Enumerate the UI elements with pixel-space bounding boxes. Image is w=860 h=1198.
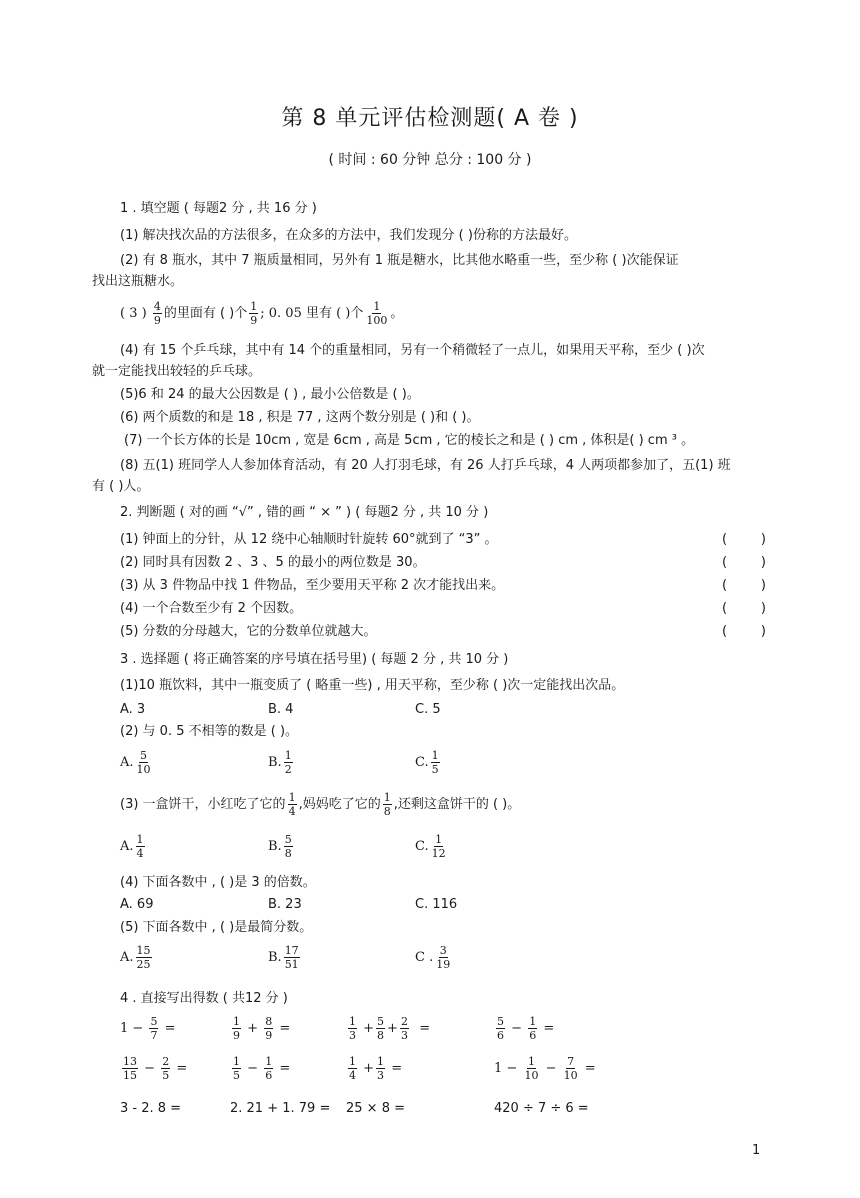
s1-q8-line1: (8) 五(1) 班同学人人参加体育活动，有 20 人打羽毛球，有 26 人打乒乓球，4 人两项都参加了，五(1) 班 [120,458,731,473]
s1-q4-line2: 就一定能找出较轻的乒乓球。 [92,364,262,379]
s3-q5-option-a[interactable]: A. $\frac{15}{25}$ [120,944,151,971]
s3-q3: (3) 一盒饼干，小红吃了它的 $\frac{1}{4}$ ,妈妈吃了它的 $\frac{1}{8}$ ,还剩这盒饼干的 ( )。 [120,791,521,818]
fraction: $\frac{1}{9}$ [250,300,258,327]
page-number: 1 [752,1143,761,1158]
s3-q4: (4) 下面各数中 , ( )是 3 的倍数。 [120,875,316,890]
section2-header: 2. 判断题 ( 对的画 “√” , 错的画 “ × ” ) ( 每题2 分 , 共 10 分 ) [120,505,489,520]
answer-parens[interactable]: ( ) [722,601,766,616]
fraction: $\frac{1}{4}$ [288,791,296,818]
s1-q3: ( 3 ) $\frac{4}{9}$ 的里面有 ( )个 $\frac{1}{9}$ ; 0. 05 里有 ( )个 $\frac{1}{100}$ 。 [120,300,404,327]
s1-q3-number: ( 3 ) [120,306,147,321]
s3-q5: (5) 下面各数中 , ( )是最简分数。 [120,920,313,935]
s2-item-3: (3) 从 3 件物品中找 1 件物品，至少要用天平称 2 次才能找出来。 [120,578,505,593]
calc-item: 420 ÷ 7 ÷ 6 = [494,1101,589,1116]
s3-q1-option-c[interactable]: C. 5 [415,702,441,717]
s1-q7: (7) 一个长方体的长是 10cm , 宽是 6cm , 高是 5cm , 它的棱长之和是 ( ) cm , 体积是( ) cm ³ 。 [124,433,695,448]
s3-q5-option-c[interactable]: C . $\frac{3}{19}$ [415,944,451,971]
calc-item: $\frac{1}{4}$ + $\frac{1}{3}$ = [349,1055,403,1082]
s3-q1-option-a[interactable]: A. 3 [120,702,146,717]
s1-q4-line1: (4) 有 15 个乒乓球，其中有 14 个的重量相同，另有一个稍微轻了一点儿，如果用天平称，至少 ( )次 [120,343,705,358]
calc-item: 1 − $\frac{5}{7}$ = [120,1015,176,1042]
section4-header: 4 . 直接写出得数 ( 共12 分 ) [120,991,288,1006]
s3-q2-option-a[interactable]: A. $\frac{5}{10}$ [120,749,151,776]
s2-item-2: (2) 同时具有因数 2 、3 、5 的最小的两位数是 30。 [120,555,426,570]
section3-header: 3 . 选择题 ( 将正确答案的序号填在括号里) ( 每题 2 分 , 共 10 分 ) [120,652,509,667]
answer-parens[interactable]: ( ) [722,578,766,593]
s3-q2: (2) 与 0. 5 不相等的数是 ( )。 [120,724,299,739]
s3-q4-option-a[interactable]: A. 69 [120,897,154,912]
s2-item-5: (5) 分数的分母越大，它的分数单位就越大。 [120,624,377,639]
calc-item: $\frac{1}{9}$ + $\frac{8}{9}$ = [233,1015,291,1042]
s1-q5: (5)6 和 24 的最大公因数是 ( ) , 最小公倍数是 ( )。 [120,387,420,402]
page-title: 第 8 单元评估检测题( A 卷 ) [281,106,579,131]
s3-q1-option-b[interactable]: B. 4 [268,702,294,717]
s3-q3-option-b[interactable]: B. $\frac{5}{8}$ [268,833,292,860]
s3-q2-option-b[interactable]: B. $\frac{1}{2}$ [268,749,292,776]
s1-q1: (1) 解决找次品的方法很多，在众多的方法中，我们发现分 ( )份称的方法最好。 [120,228,577,243]
s1-q2-line2: 找出这瓶糖水。 [92,274,184,289]
calc-item: 2. 21 + 1. 79 = [230,1101,331,1116]
s3-q4-option-b[interactable]: B. 23 [268,897,302,912]
answer-parens[interactable]: ( ) [722,624,766,639]
s2-item-4: (4) 一个合数至少有 2 个因数。 [120,601,303,616]
calc-item: 25 × 8 = [346,1101,405,1116]
calc-item: $\frac{1}{3}$ + $\frac{5}{8}$ + $\frac{2}{3}$ = [349,1015,431,1042]
s1-q8-line2: 有 ( )人。 [92,479,150,494]
s3-q4-option-c[interactable]: C. 116 [415,897,458,912]
fraction: $\frac{4}{9}$ [153,300,161,327]
fraction: $\frac{1}{100}$ [366,300,388,327]
calc-item: 1 − $\frac{1}{10}$ − $\frac{7}{10}$ = [494,1055,596,1082]
fraction: $\frac{1}{8}$ [383,791,391,818]
s1-q2-line1: (2) 有 8 瓶水，其中 7 瓶质量相同，另外有 1 瓶是糖水，比其他水略重一些，至少称 ( )次能保证 [120,253,679,268]
s3-q3-option-c[interactable]: C. $\frac{1}{12}$ [415,833,446,860]
answer-parens[interactable]: ( ) [722,555,766,570]
page-subtitle: ( 时间 : 60 分钟 总分 : 100 分 ) [328,152,532,168]
calc-item: $\frac{1}{5}$ − $\frac{1}{6}$ = [233,1055,291,1082]
calc-item: 3 - 2. 8 = [120,1101,182,1116]
s3-q3-option-a[interactable]: A. $\frac{1}{4}$ [120,833,144,860]
calc-item: $\frac{13}{15}$ − $\frac{2}{5}$ = [123,1055,188,1082]
s3-q2-option-c[interactable]: C. $\frac{1}{5}$ [415,749,439,776]
s1-q6: (6) 两个质数的和是 18 , 积是 77 , 这两个数分别是 ( )和 ( )。 [120,410,480,425]
s3-q1: (1)10 瓶饮料，其中一瓶变质了 ( 略重一些) , 用天平称，至少称 ( )次一定能找出次品。 [120,678,625,693]
answer-parens[interactable]: ( ) [722,532,766,547]
s2-item-1: (1) 钟面上的分针，从 12 绕中心轴顺时针旋转 60°就到了 “3” 。 [120,532,498,547]
s3-q5-option-b[interactable]: B. $\frac{17}{51}$ [268,944,299,971]
calc-item: $\frac{5}{6}$ − $\frac{1}{6}$ = [497,1015,555,1042]
section1-header: 1 . 填空题 ( 每题2 分 , 共 16 分 ) [120,201,317,216]
